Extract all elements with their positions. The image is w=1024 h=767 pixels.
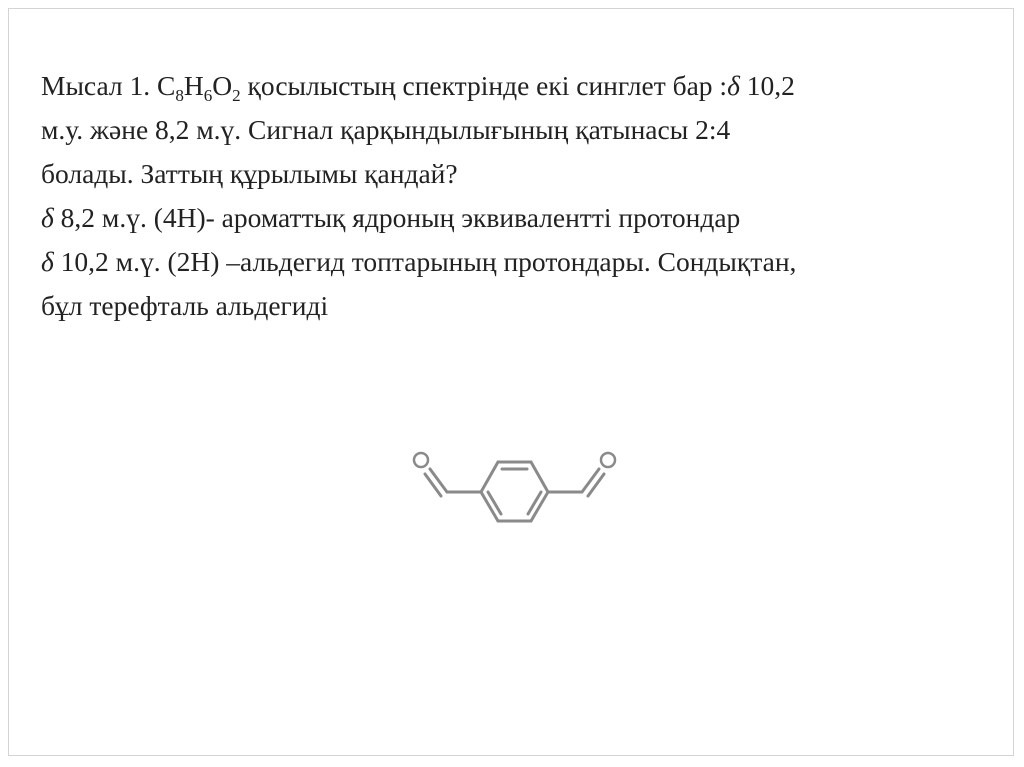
left-co-double: [425, 474, 441, 496]
line5-text: 10,2 м.ү. (2Н) –альдегид топтарының протондары. Сондықтан,: [53, 246, 797, 277]
formula-c: C: [157, 70, 176, 101]
text-line-3: болады. Заттың құрылымы қандай?: [41, 158, 458, 189]
formula-o-count: 2: [232, 85, 241, 105]
molecular-formula: [157, 70, 241, 105]
text-line-4: [41, 196, 1001, 240]
structure-diagram: [400, 440, 630, 550]
text-line-2: м.у. және 8,2 м.ү. Сигнал қарқындылығының қатынасы 2:4: [41, 114, 731, 145]
line1-text: қосылыстың спектрінде екі синглет бар :: [240, 70, 728, 101]
ring-bond-upper-right: [531, 462, 548, 492]
terephthalaldehyde-structure: [400, 440, 630, 550]
formula-h-count: 6: [203, 85, 213, 105]
line1-tail: 10,2: [739, 70, 795, 101]
formula-o: O: [212, 70, 233, 101]
ring-bond-upper-left: [481, 462, 498, 492]
text-line-6: бұл терефталь альдегиді: [41, 290, 329, 321]
left-co-bond: [430, 469, 447, 492]
text-line-5: [41, 240, 1001, 284]
left-oxygen-atom: [414, 453, 428, 467]
right-oxygen-atom: [601, 453, 615, 467]
bond-lines: [425, 462, 604, 521]
right-co-bond: [582, 469, 599, 492]
line4-text: 8,2 м.ү. (4Н)- ароматтық ядроның эквиваленттi протондар: [53, 202, 741, 233]
example-lead: Мысал 1.: [41, 70, 158, 101]
text-line-1: [41, 64, 1001, 108]
formula-h: H: [183, 70, 204, 101]
ring-double-right: [528, 492, 541, 514]
ring-double-left: [488, 492, 501, 514]
delta-symbol: δ: [41, 246, 54, 277]
formula-c-count: 8: [175, 85, 184, 105]
example-text: [41, 64, 1001, 328]
right-co-double: [588, 474, 604, 496]
delta-symbol: δ: [727, 70, 740, 101]
delta-symbol: δ: [41, 202, 54, 233]
